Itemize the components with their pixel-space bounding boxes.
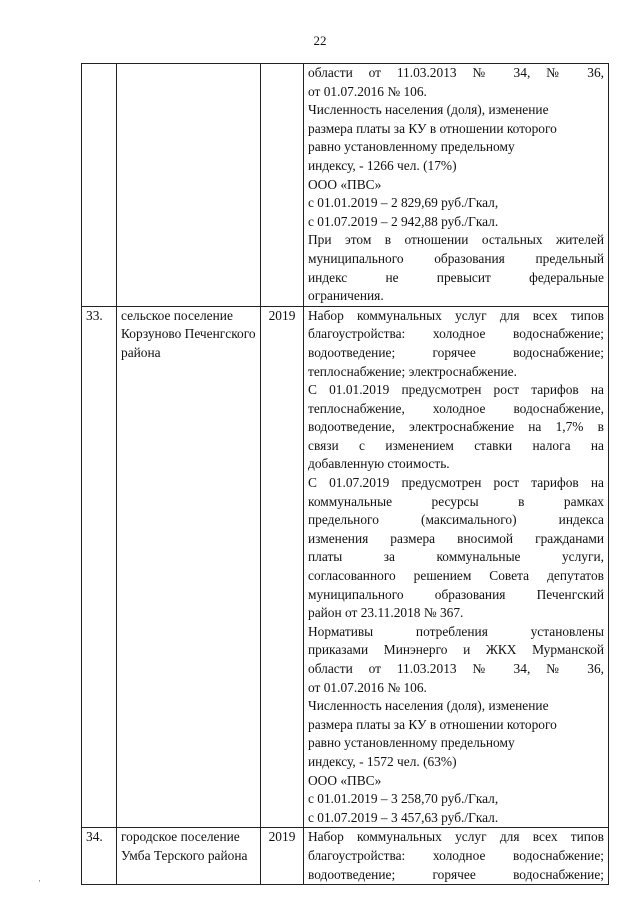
description-line: При этом в отношении остальных жителей	[308, 232, 604, 248]
description-line: области от 11.03.2013 № 34, № 36,	[308, 65, 604, 80]
description-line: С 01.07.2019 предусмотрен рост тарифов на	[308, 475, 604, 491]
description-line: теплоснабжение; электроснабжение.	[308, 363, 517, 379]
description-line: размера платы за КУ в отношении которого	[308, 120, 557, 136]
description-line: предельного (максимального) индекса	[308, 512, 604, 528]
description-line: с 01.07.2019 – 2 942,88 руб./Гкал.	[308, 213, 499, 229]
description-line: приказами Минэнерго и ЖКХ Мурманской	[308, 642, 604, 658]
description-line: равно установленному предельному	[308, 139, 515, 155]
description-line: ООО «ПВС»	[308, 176, 382, 192]
description-line: от 01.07.2016 № 106.	[308, 679, 427, 695]
description-line: ограничения.	[308, 288, 384, 304]
description-line: благоустройства: холодное водоснабжение;	[308, 847, 604, 863]
description-line: согласованного решением Совета депутатов	[308, 568, 604, 584]
description-cell	[304, 306, 609, 828]
table-row	[82, 828, 609, 885]
table-row	[82, 306, 609, 828]
description-cell	[304, 64, 609, 307]
description-line: добавленную стоимость.	[308, 456, 450, 472]
description-line: связи с изменением ставки налога на	[308, 437, 604, 453]
description-line: Нормативы потребления установлены	[308, 623, 604, 639]
row-number: 33.	[82, 306, 117, 828]
description-line: Набор коммунальных услуг для всех типов	[308, 829, 604, 845]
description-line: области от 11.03.2013 № 34, № 36,	[308, 661, 604, 676]
description-line: изменения размера вносимой гражданами	[308, 530, 604, 546]
description-line: с 01.01.2019 – 2 829,69 руб./Гкал,	[308, 195, 499, 211]
description-line: платы за коммунальные услуги,	[308, 549, 604, 565]
description-line: водоотведение; горячее водоснабжение;	[308, 344, 604, 360]
description-line: муниципального образования Печенгский	[308, 586, 604, 602]
description-line: муниципального образования предельный	[308, 250, 604, 266]
description-line: размера платы за КУ в отношении которого	[308, 716, 557, 732]
description-line: ООО «ПВС»	[308, 772, 382, 788]
row-number: 34.	[82, 828, 117, 885]
municipality-cell: городское поселение Умба Терского района	[117, 828, 261, 885]
description-line: Численность населения (доля), изменение	[308, 698, 549, 714]
description-line: Набор коммунальных услуг для всех типов	[308, 307, 604, 323]
description-line: с 01.01.2019 – 3 258,70 руб./Гкал,	[308, 791, 499, 807]
description-cell	[304, 828, 609, 885]
description-line: водоотведение, электроснабжение на 1,7% в	[308, 419, 604, 435]
description-line: равно установленному предельному	[308, 735, 515, 751]
description-line: индекс не превысит федеральные	[308, 269, 604, 285]
table-row	[82, 64, 609, 307]
description-line: С 01.01.2019 предусмотрен рост тарифов на	[308, 382, 604, 398]
scan-mark: ·	[38, 876, 41, 886]
year-cell	[261, 64, 304, 307]
description-line: коммунальные ресурсы в рамках	[308, 493, 604, 509]
description-line: индексу, - 1266 чел. (17%)	[308, 157, 457, 173]
municipality-cell: сельское поселение Корзуново Печенгского района	[117, 306, 261, 828]
municipality-cell	[117, 64, 261, 307]
description-line: теплоснабжение, холодное водоснабжение,	[308, 400, 604, 416]
year-cell: 2019	[261, 828, 304, 885]
description-line: район от 23.11.2018 № 367.	[308, 605, 464, 621]
description-line: Численность населения (доля), изменение	[308, 102, 549, 118]
description-line: от 01.07.2016 № 106.	[308, 83, 427, 99]
description-line: индексу, - 1572 чел. (63%)	[308, 753, 457, 769]
row-number	[82, 64, 117, 307]
page-number: 22	[313, 33, 327, 48]
description-line: благоустройства: холодное водоснабжение;	[308, 326, 604, 342]
description-line: водоотведение; горячее водоснабжение;	[308, 866, 604, 882]
tariff-table	[81, 63, 609, 885]
description-line: с 01.07.2019 – 3 457,63 руб./Гкал.	[308, 809, 499, 825]
year-cell: 2019	[261, 306, 304, 828]
